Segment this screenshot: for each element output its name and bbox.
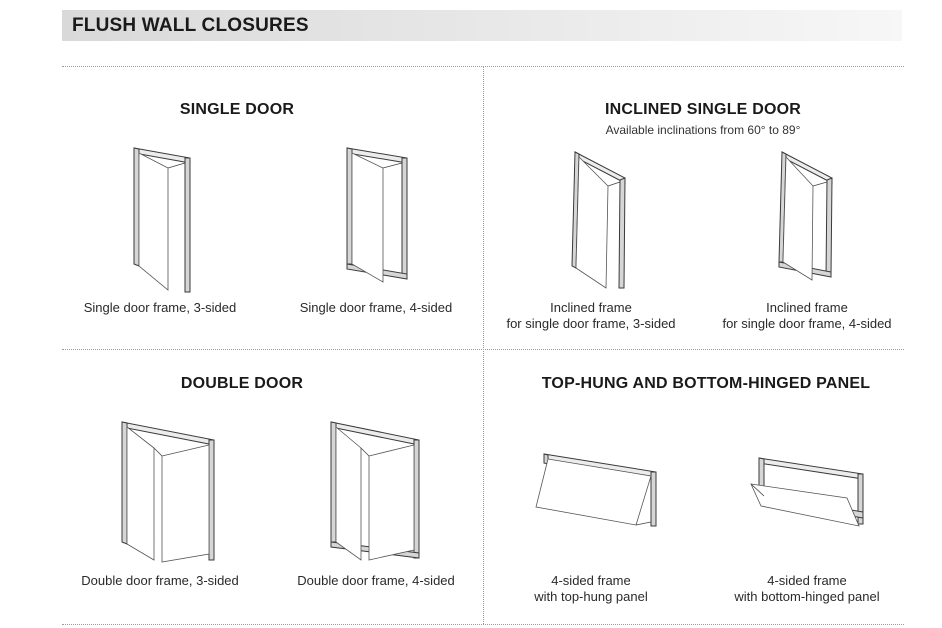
top-hung-panel-illustration — [534, 452, 660, 528]
bottom-hinged-panel-caption-line2: with bottom-hinged panel — [734, 589, 880, 604]
panel-title: TOP-HUNG AND BOTTOM-HINGED PANEL — [541, 375, 871, 392]
single-door-title: SINGLE DOOR — [179, 101, 295, 118]
single-door-3-sided-caption: Single door frame, 3-sided — [83, 300, 237, 315]
double-door-4-sided-caption: Double door frame, 4-sided — [297, 573, 455, 588]
inclined-door-4-sided-illustration — [777, 150, 837, 282]
inclined-door-3-sided-caption — [491, 300, 691, 332]
inclined-door-4-sided-caption-line1: Inclined frame — [766, 300, 848, 315]
inclined-door-4-sided-caption — [707, 300, 907, 332]
double-door-3-sided-illustration — [118, 420, 218, 564]
inclined-door-3-sided-caption-line2: for single door frame, 3-sided — [506, 316, 676, 331]
bottom-hinged-panel-caption — [707, 573, 907, 605]
bottom-hinged-panel-illustration — [749, 456, 867, 528]
double-door-3-sided-caption: Double door frame, 3-sided — [81, 573, 239, 588]
top-hung-panel-caption — [491, 573, 691, 605]
double-door-title: DOUBLE DOOR — [180, 375, 304, 392]
page-title: FLUSH WALL CLOSURES — [72, 15, 309, 36]
bottom-hinged-panel-caption-line1: 4-sided frame — [767, 573, 847, 588]
inclined-door-3-sided-caption-line1: Inclined frame — [550, 300, 632, 315]
center-divider — [483, 66, 484, 624]
bottom-divider — [62, 624, 904, 625]
inclined-door-subtitle: Available inclinations from 60° to 89° — [605, 123, 801, 137]
top-hung-panel-caption-line1: 4-sided frame — [551, 573, 631, 588]
double-door-4-sided-illustration — [327, 420, 423, 564]
single-door-4-sided-caption: Single door frame, 4-sided — [299, 300, 453, 315]
single-door-4-sided-illustration — [343, 146, 413, 284]
top-hung-panel-caption-line2: with top-hung panel — [534, 589, 648, 604]
inclined-door-title: INCLINED SINGLE DOOR — [604, 101, 801, 118]
single-door-3-sided-illustration — [130, 146, 196, 294]
inclined-door-4-sided-caption-line2: for single door frame, 4-sided — [722, 316, 892, 331]
inclined-door-3-sided-illustration — [570, 150, 630, 290]
page-title-bar — [62, 10, 902, 41]
